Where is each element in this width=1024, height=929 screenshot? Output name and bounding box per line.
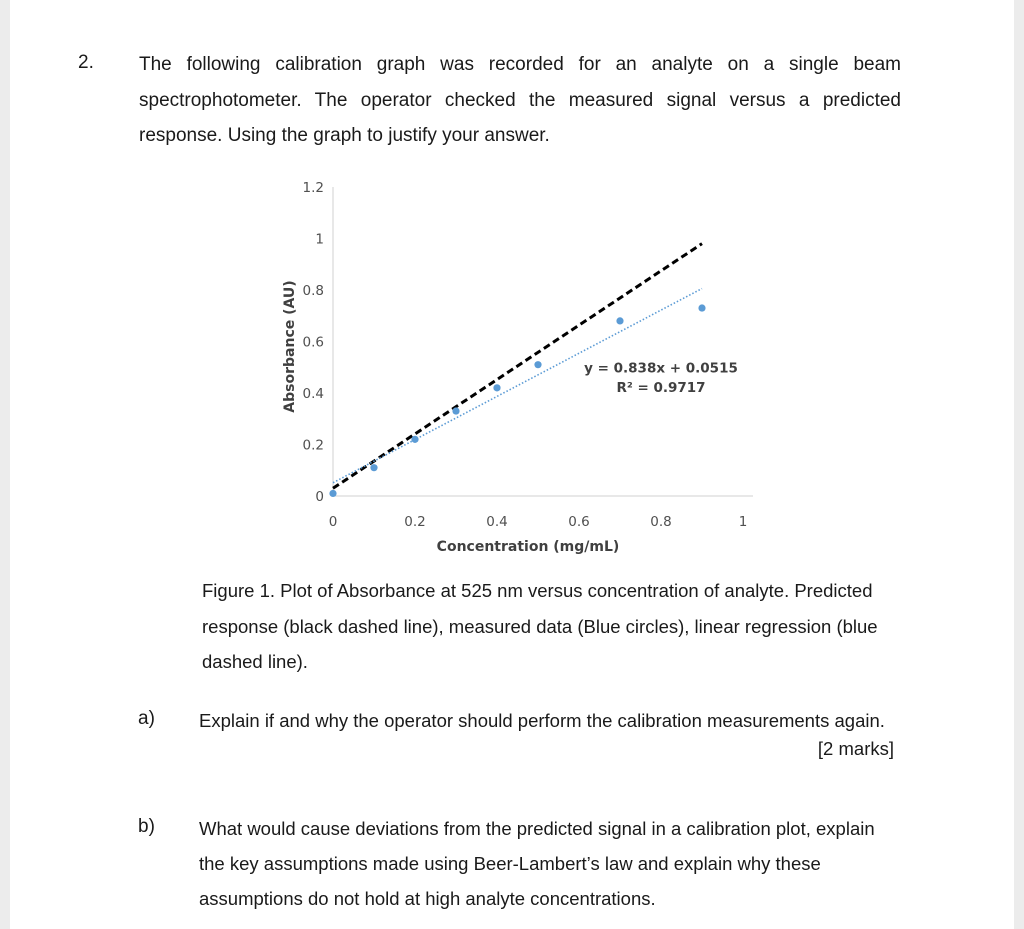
- x-tick-label: 0.4: [486, 514, 508, 530]
- measured-data-point: [370, 464, 377, 471]
- document-page: [10, 0, 1014, 929]
- y-tick-label: 0: [315, 489, 324, 505]
- regression-equation: y = 0.838x + 0.0515: [584, 360, 738, 377]
- x-tick-label: 0: [328, 514, 338, 530]
- question-text: The following calibration graph was recorded for an analyte on a single beam spectrophotometer. The operator checked the measured signal versus a predicted response. Using the graph to justify your answer.: [139, 54, 901, 146]
- part-b-text: What would cause deviations from the predicted signal in a calibration plot, explain the key assumptions made using Beer-Lambert’s law and explain why these assumptions do not hold at high analyte concentrations.: [199, 818, 875, 909]
- measured-data-point: [493, 384, 500, 391]
- x-axis-label: Concentration (mg/mL): [436, 539, 620, 555]
- measured-data-point: [411, 436, 418, 443]
- x-tick-label: 0.8: [650, 514, 672, 530]
- part-b-label: b): [138, 816, 155, 837]
- y-tick-label: 0.8: [302, 283, 324, 299]
- measured-data-point: [698, 304, 705, 311]
- measured-data-point: [534, 361, 541, 368]
- y-tick-label: 1: [315, 231, 324, 248]
- question-number: 2.: [78, 52, 94, 73]
- y-tick-label: 0.2: [302, 437, 324, 454]
- x-tick-label: 0.2: [404, 514, 426, 530]
- x-tick-label: 1: [738, 514, 748, 530]
- y-tick-label: 1.2: [302, 180, 324, 196]
- measured-data-point: [329, 490, 336, 497]
- part-a-text: Explain if and why the operator should perform the calibration measurements again.: [199, 710, 885, 731]
- part-a-marks: [2 marks]: [817, 738, 894, 759]
- calibration-chart: [260, 170, 780, 570]
- r-squared-label: R² = 0.9717: [616, 379, 706, 396]
- measured-data-point: [452, 407, 459, 414]
- measured-data-point: [616, 317, 623, 324]
- y-tick-label: 0.4: [302, 386, 324, 402]
- figure-caption: Figure 1. Plot of Absorbance at 525 nm versus concentration of analyte. Predicted response (black dashed line), measured data (Blue circles), linear regression (blue dashed line).: [202, 580, 878, 672]
- x-tick-label: 0.6: [568, 514, 590, 530]
- y-tick-label: 0.6: [302, 334, 324, 351]
- part-a-label: a): [138, 708, 155, 729]
- y-axis-label: Absorbance (AU): [282, 280, 298, 413]
